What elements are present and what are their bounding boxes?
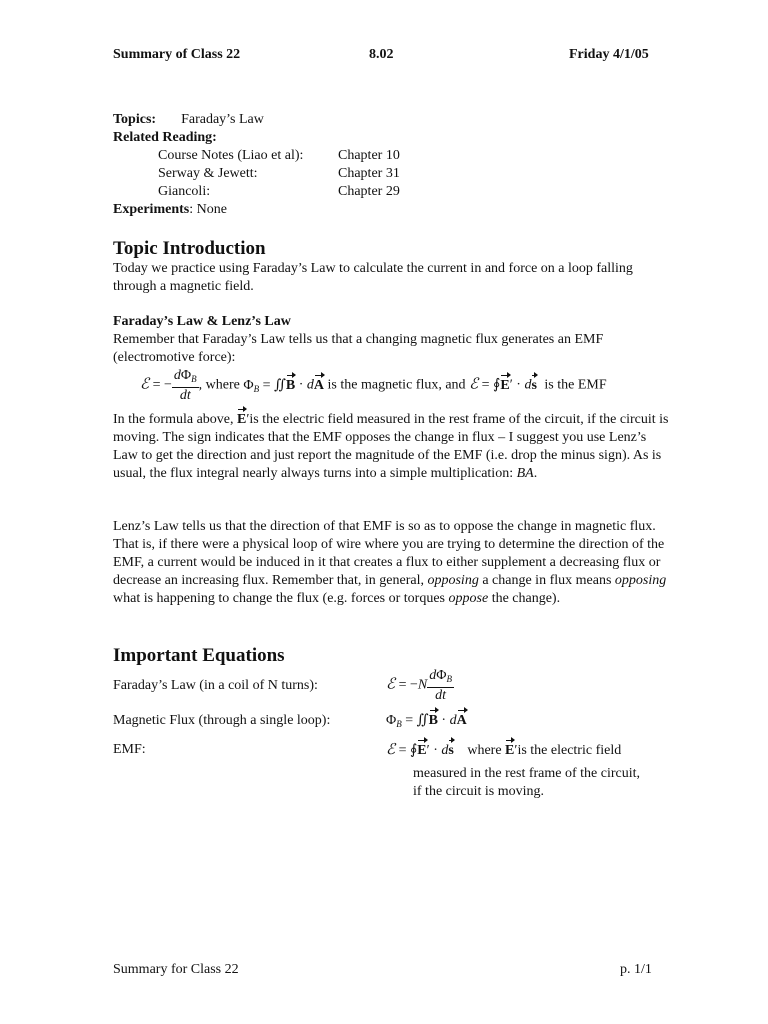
- faraday-paragraph-2: In the formula above, E′is the electric field measured in the rest frame of the circuit, if the circuit is moving. The sign indicates that the EMF opposes the change in flux – I suggest you use Lenz’s Law to get the direction and just report the magnitude of the EMF (i.e. drop the minus sign). As is usual, the flux integral nearly always turns into a simple multiplication: BA.: [113, 412, 669, 481]
- emf-equation: ℰ = ∮E′ · ds where E′is the electric field: [386, 742, 622, 758]
- intro-heading: Topic Introduction: [113, 238, 266, 259]
- faraday-subheading: Faraday’s Law & Lenz’s Law: [113, 314, 291, 329]
- reading-chapter: Chapter 29: [338, 184, 400, 199]
- page-number: p. 1/1: [620, 962, 652, 977]
- faraday-equation: ℰ = − $\frac{d\Phi_B}{dt}$ , where $\Phi_B$ = ∬B · dA is the magnetic flux, and ℰ = ∮E′ · ds is the EMF: [140, 368, 607, 403]
- p3-b: a change in flux means: [482, 573, 612, 588]
- equation-label: Faraday’s Law (in a coil of N turns):: [113, 678, 318, 693]
- footer-title: Summary for Class 22: [113, 962, 239, 977]
- p3-a: Lenz’s Law tells us that the direction of that EMF is so as to oppose the change in magnetic flux. That is, if there were a physical loop of wire where you are trying to determine the direction of the EMF, a current would be induced in it that creates a flux to either supplement a decreasing flux or decrease an increasing flux. Remember that, in general,: [113, 519, 665, 588]
- experiments-value: None: [196, 202, 227, 217]
- header-date: Friday 4/1/05: [569, 47, 649, 62]
- faraday-text: Remember that Faraday’s Law tells us that a changing magnetic flux generates an EMF (electromotive force):: [113, 332, 604, 365]
- eq-flux-desc: is the magnetic flux, and: [327, 377, 466, 393]
- reading-source: Giancoli:: [158, 184, 211, 199]
- eq-emf-desc: is the EMF: [544, 377, 607, 393]
- related-reading-label: Related Reading:: [113, 130, 217, 145]
- reading-chapter: Chapter 31: [338, 166, 400, 181]
- p2-intro: In the formula above,: [113, 412, 234, 427]
- equation-label: EMF:: [113, 742, 146, 757]
- emf-where: where: [467, 743, 502, 758]
- magnetic-flux-equation: $\Phi_B$ = ∬B · dA: [386, 713, 467, 729]
- eq-where: , where: [198, 377, 240, 393]
- experiments-line: Experiments: None: [113, 202, 227, 217]
- p3-opposing: opposing: [614, 573, 667, 588]
- emf-desc-line: measured in the rest frame of the circuit,: [413, 766, 641, 781]
- header-course: 8.02: [369, 47, 394, 62]
- intro-text: Today we practice using Faraday’s Law to calculate the current in and force on a loop falling through a magnetic field.: [113, 261, 633, 294]
- p2-ba: BA: [516, 466, 534, 481]
- p3-c: what is happening to change the flux (e.g. forces or torques: [113, 591, 446, 606]
- lenz-paragraph: [113, 518, 673, 608]
- emf-desc: is the electric field: [517, 743, 622, 758]
- p3-opposing: opposing: [427, 573, 479, 588]
- reading-chapter: Chapter 10: [338, 148, 400, 163]
- topics-line: Topics: Faraday’s Law: [113, 112, 264, 127]
- p2-body: is the electric field measured in the rest frame of the circuit, if the circuit is moving. The sign indicates that the EMF opposes the change in flux – I suggest you use Lenz’s Law to get the direction and just report the magnitude of the EMF (i.e. drop the minus sign). As is usual, the flux integral nearly always turns into a simple multiplication:: [113, 412, 669, 481]
- p3-oppose: oppose: [448, 591, 489, 606]
- reading-source: Course Notes (Liao et al):: [158, 148, 304, 163]
- reading-source: Serway & Jewett:: [158, 166, 258, 181]
- topics-value: Faraday’s Law: [181, 112, 264, 127]
- equations-heading: Important Equations: [113, 645, 285, 666]
- faraday-coil-equation: ℰ = −N $\frac{d\Phi_B}{dt}$: [386, 668, 452, 703]
- topics-label: Topics: [113, 112, 152, 127]
- emf-desc-line: if the circuit is moving.: [413, 784, 545, 799]
- p3-d: the change).: [491, 591, 561, 606]
- header-title: Summary of Class 22: [113, 47, 241, 62]
- experiments-label: Experiments: [113, 202, 190, 217]
- equation-label: Magnetic Flux (through a single loop):: [113, 713, 331, 728]
